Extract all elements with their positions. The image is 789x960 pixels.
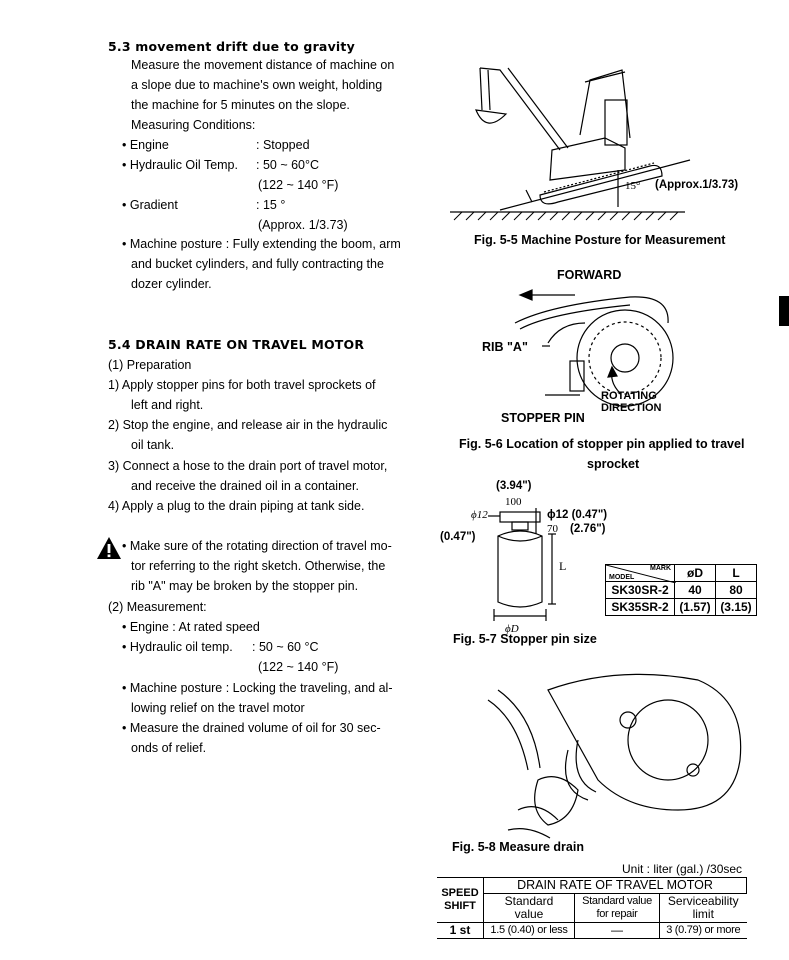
paragraph-line: and bucket cylinders, and fully contracting the <box>131 257 384 271</box>
paragraph-line: • Measure the drained volume of oil for 30 sec- <box>122 721 381 735</box>
column-header: øD <box>675 565 716 582</box>
table-corner-header <box>606 565 675 582</box>
header-line: SHIFT <box>444 900 476 912</box>
condition-value: : 50 ~ 60°C <box>256 158 320 172</box>
rib-label: RIB "A" <box>482 340 528 354</box>
list-item: 3) Connect a hose to the drain port of travel motor, <box>108 459 388 473</box>
section-heading-5-4: 5.4 DRAIN RATE ON TRAVEL MOTOR <box>108 337 365 352</box>
table-cell: SK30SR-2 <box>606 582 675 599</box>
table-cell: 1 st <box>437 923 484 939</box>
paragraph-line: Measure the movement distance of machine on <box>131 58 395 72</box>
condition-value: (122 ~ 140 °F) <box>258 178 339 192</box>
slope-approx: (Approx.1/3.73) <box>655 179 739 191</box>
paragraph-line: a slope due to machine's own weight, holding <box>131 78 383 92</box>
paragraph-line: (1) Preparation <box>108 358 192 372</box>
forward-label: FORWARD <box>557 268 622 282</box>
speed-shift-header <box>437 878 484 923</box>
condition-label: • Engine <box>122 138 169 152</box>
header-line: value <box>514 907 544 921</box>
direction-label: DIRECTION <box>601 402 662 414</box>
drain-title-header: DRAIN RATE OF TRAVEL MOTOR <box>484 878 747 894</box>
table-cell: 1.5 (0.40) or less <box>484 923 575 939</box>
warning-line: tor referring to the right sketch. Otherwise, the <box>131 559 386 573</box>
dim-047: (0.47") <box>440 531 476 543</box>
paragraph-line: • Machine posture : Locking the traveling, and al- <box>122 681 393 695</box>
list-item: left and right. <box>131 398 204 412</box>
condition-label: • Gradient <box>122 198 178 212</box>
table-cell: 80 <box>716 582 757 599</box>
header-line: Standard <box>504 894 554 908</box>
dim-phiD: ϕD <box>505 623 519 635</box>
mark-label: MARK <box>650 565 671 572</box>
list-item: oil tank. <box>131 438 175 452</box>
paragraph-line: onds of relief. <box>131 741 207 755</box>
dim-100: 100 <box>505 496 522 508</box>
section-heading-5-3: 5.3 movement drift due to gravity <box>108 39 355 54</box>
table-cell: (3.15) <box>716 599 757 616</box>
stopper-pin-table <box>605 564 757 616</box>
condition-value: (Approx. 1/3.73) <box>258 218 348 232</box>
rotating-label: ROTATING <box>601 390 657 402</box>
service-header <box>660 894 747 923</box>
stopper-pin-label: STOPPER PIN <box>501 411 585 425</box>
condition-label: • Engine : At rated speed <box>122 620 260 634</box>
table-row <box>606 599 757 616</box>
table-cell: — <box>575 923 660 939</box>
paragraph-line: dozer cylinder. <box>131 277 212 291</box>
table-cell: SK35SR-2 <box>606 599 675 616</box>
excavator-slope-illustration <box>440 30 760 230</box>
condition-label: • Hydraulic Oil Temp. <box>122 158 238 172</box>
paragraph-line: (2) Measurement: <box>108 600 207 614</box>
figure-caption: Fig. 5-6 Location of stopper pin applied to travel <box>459 437 745 451</box>
condition-value: (122 ~ 140 °F) <box>258 660 339 674</box>
warning-line: rib "A" may be broken by the stopper pin. <box>131 579 359 593</box>
table-row <box>437 923 747 939</box>
table-cell: (1.57) <box>675 599 716 616</box>
list-item: 2) Stop the engine, and release air in the hydraulic <box>108 418 388 432</box>
paragraph-line: Measuring Conditions: <box>131 118 256 132</box>
model-label: MODEL <box>609 574 635 581</box>
figure-caption: Fig. 5-8 Measure drain <box>452 840 584 854</box>
dim-70: 70 <box>547 523 558 535</box>
table-row <box>606 582 757 599</box>
header-line: for repair <box>596 908 638 920</box>
column-header: L <box>716 565 757 582</box>
repair-header <box>575 894 660 923</box>
list-item: 4) Apply a plug to the drain piping at tank side. <box>108 499 365 513</box>
unit-label: Unit : liter (gal.) /30sec <box>622 862 743 876</box>
dim-276: (2.76") <box>570 523 606 535</box>
condition-value: : 50 ~ 60 °C <box>252 640 319 654</box>
list-item: 1) Apply stopper pins for both travel sprockets of <box>108 378 376 392</box>
page-edge-marker <box>779 296 789 326</box>
dim-394: (3.94") <box>496 480 532 492</box>
warning-line: • Make sure of the rotating direction of travel mo- <box>122 539 392 553</box>
condition-label: • Hydraulic oil temp. <box>122 640 233 654</box>
table-cell: 40 <box>675 582 716 599</box>
condition-value: : Stopped <box>256 138 310 152</box>
slope-angle: 15° <box>625 180 641 192</box>
drain-rate-table <box>437 877 747 939</box>
figure-caption: Fig. 5-7 Stopper pin size <box>453 632 597 646</box>
list-item: and receive the drained oil in a container. <box>131 479 359 493</box>
figure-caption: Fig. 5-5 Machine Posture for Measurement <box>474 233 726 247</box>
paragraph-line: lowing relief on the travel motor <box>131 701 305 715</box>
table-cell: 3 (0.79) or more <box>660 923 747 939</box>
paragraph-line: the machine for 5 minutes on the slope. <box>131 98 350 112</box>
standard-header <box>484 894 575 923</box>
header-line: SPEED <box>441 887 479 899</box>
dim-phi12-left: ϕ12 <box>471 509 488 521</box>
header-line: Serviceability <box>667 894 739 908</box>
dim-phi12-right: ϕ12 (0.47") <box>547 509 608 521</box>
drain-measure-illustration <box>478 660 748 840</box>
warning-icon <box>96 536 122 560</box>
figure-caption: sprocket <box>587 457 640 471</box>
dim-L: L <box>559 559 567 573</box>
paragraph-line: • Machine posture : Fully extending the boom, arm <box>122 237 401 251</box>
condition-value: : 15 ° <box>256 198 286 212</box>
header-line: Standard value <box>582 895 652 907</box>
header-line: limit <box>692 907 714 921</box>
